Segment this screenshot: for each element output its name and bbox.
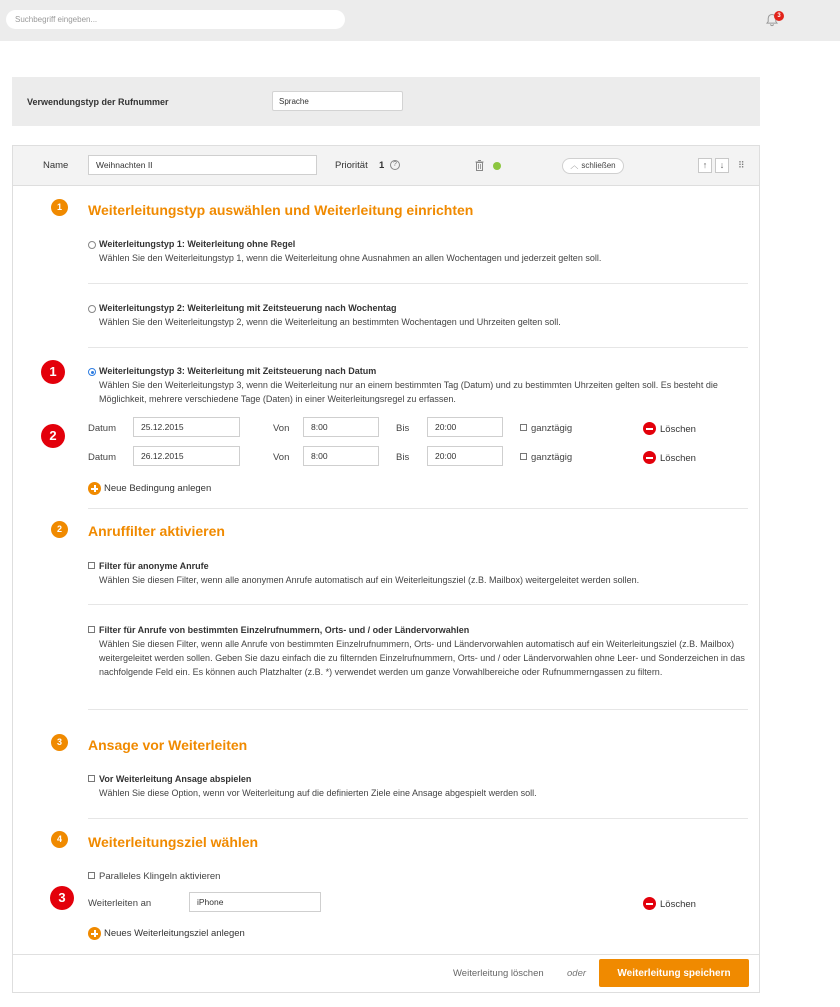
divider xyxy=(88,283,748,284)
type-2-title: Weiterleitungstyp 2: Weiterleitung mit Zeitsteuerung nach Wochentag xyxy=(99,303,397,313)
type-3-description: Wählen Sie den Weiterleitungstyp 3, wenn die Weiterleitung nur an einem bestimmten Tag (Datum) und zu bestimmten Uhrzeiten gelten soll. Es besteht die Möglichkeit, mehrere verschiedene Tage (Daten) in einer Weiterleitungsregel zu erfassen. xyxy=(99,380,718,404)
allday-label: ganztägig xyxy=(531,423,573,434)
add-condition-button[interactable]: Neue Bedingung anlegen xyxy=(104,483,212,494)
number-filter-description: Wählen Sie diesen Filter, wenn alle Anrufe von bestimmten Einzelrufnummern, Orts- und Ländervorwahlen automatisch auf ein Weiterleitungsziel (z.B. Mailbox) weitergeleitet werden sollen. Geben Sie dazu einfach die zu filternden Einzelrufnummern, Orts- und / oder Ländervorwahlen ohne Leer- und Sonderzeichen in das nachfolgende Feld ein. Es können auch Platzhalter (z.B. *) verwendet werden um ganze Vorwahlbereiche oder Rufnummerngassen zu filtern. xyxy=(99,639,745,677)
date-field[interactable] xyxy=(133,417,240,437)
divider xyxy=(88,508,748,509)
usage-type-label: Verwendungstyp der Rufnummer xyxy=(27,97,169,107)
section-title-4: Weiterleitungsziel wählen xyxy=(88,834,259,850)
radio-type-2[interactable] xyxy=(88,305,96,313)
radio-type-1[interactable] xyxy=(88,241,96,249)
allday-label: ganztägig xyxy=(531,452,573,463)
annotation-marker-2: 2 xyxy=(41,424,65,448)
delete-forwarding-link[interactable]: Weiterleitung löschen xyxy=(453,968,544,979)
section-title-1: Weiterleitungstyp auswählen und Weiterleitung einrichten xyxy=(88,202,474,218)
section-title-2: Anruffilter aktivieren xyxy=(88,523,225,539)
announcement-title: Vor Weiterleitung Ansage abspielen xyxy=(99,774,252,784)
section-number-1: 1 xyxy=(51,199,68,216)
number-filter-checkbox[interactable] xyxy=(88,626,95,633)
delete-target-icon[interactable] xyxy=(643,897,656,910)
section-number-4: 4 xyxy=(51,831,68,848)
delete-target-label[interactable]: Löschen xyxy=(660,899,696,910)
section-number-2: 2 xyxy=(51,521,68,538)
close-rule-button[interactable] xyxy=(562,158,624,174)
from-label: Von xyxy=(273,423,290,434)
type-2-description: Wählen Sie den Weiterleitungstyp 2, wenn die Weiterleitung an bestimmten Wochentagen und Uhrzeiten gelten soll. xyxy=(99,317,561,327)
delete-condition-label[interactable]: Löschen xyxy=(660,453,696,464)
section-title-3: Ansage vor Weiterleiten xyxy=(88,737,248,753)
chevron-up-icon: ︿ xyxy=(570,161,579,170)
card-footer xyxy=(13,954,759,993)
help-icon[interactable]: ? xyxy=(390,160,400,170)
number-filter-title: Filter für Anrufe von bestimmten Einzelrufnummern, Orts- und / oder Ländervorwahlen xyxy=(99,625,470,635)
annotation-marker-1: 1 xyxy=(41,360,65,384)
top-bar xyxy=(0,0,840,41)
move-up-button[interactable]: ↑ xyxy=(698,158,712,173)
anonymous-filter-description: Wählen Sie diesen Filter, wenn alle anonymen Anrufe automatisch auf ein Weiterleitungsziel (z.B. Mailbox) weitergeleitet werden sollen. xyxy=(99,575,640,585)
anonymous-filter-title: Filter für anonyme Anrufe xyxy=(99,561,209,571)
or-label: oder xyxy=(567,968,587,979)
add-target-icon[interactable] xyxy=(88,927,101,940)
priority-value: 1 xyxy=(379,160,385,171)
annotation-marker-3: 3 xyxy=(50,886,74,910)
close-rule-label: schließen xyxy=(581,161,616,170)
allday-checkbox[interactable] xyxy=(520,424,527,431)
section-number-3: 3 xyxy=(51,734,68,751)
priority-label: Priorität xyxy=(335,160,368,171)
announcement-checkbox[interactable] xyxy=(88,775,95,782)
add-target-button[interactable]: Neues Weiterleitungsziel anlegen xyxy=(104,928,245,939)
from-time-field[interactable] xyxy=(303,446,379,466)
rule-name-field[interactable] xyxy=(88,155,317,175)
usage-type-field[interactable] xyxy=(272,91,403,111)
type-3-title: Weiterleitungstyp 3: Weiterleitung mit Zeitsteuerung nach Datum xyxy=(99,366,377,376)
to-time-field[interactable] xyxy=(427,417,503,437)
delete-condition-icon[interactable] xyxy=(643,451,656,464)
trash-icon[interactable] xyxy=(475,160,484,171)
anonymous-filter-checkbox[interactable] xyxy=(88,562,95,569)
delete-condition-icon[interactable] xyxy=(643,422,656,435)
usage-type-panel xyxy=(12,77,760,126)
drag-handle-icon[interactable]: ⠿ xyxy=(738,160,744,170)
status-indicator xyxy=(493,162,501,170)
type-1-title: Weiterleitungstyp 1: Weiterleitung ohne Regel xyxy=(99,239,296,249)
date-field[interactable] xyxy=(133,446,240,466)
radio-type-3[interactable] xyxy=(88,368,96,376)
notification-badge: 3 xyxy=(774,11,784,21)
forward-target-field[interactable] xyxy=(189,892,321,912)
delete-condition-label[interactable]: Löschen xyxy=(660,424,696,435)
divider xyxy=(88,604,748,605)
forwarding-rule-card xyxy=(12,145,760,993)
rule-header xyxy=(13,146,759,186)
to-label: Bis xyxy=(396,423,410,434)
to-label: Bis xyxy=(396,452,410,463)
to-time-field[interactable] xyxy=(427,446,503,466)
divider xyxy=(88,347,748,348)
announcement-description: Wählen Sie diese Option, wenn vor Weiterleitung auf die definierten Ziele eine Ansage abgespielt werden soll. xyxy=(99,788,537,798)
date-label: Datum xyxy=(88,452,116,463)
date-label: Datum xyxy=(88,423,116,434)
from-label: Von xyxy=(273,452,290,463)
parallel-ringing-checkbox[interactable] xyxy=(88,872,95,879)
parallel-ringing-label: Paralleles Klingeln aktivieren xyxy=(99,871,221,882)
divider xyxy=(88,709,748,710)
name-label: Name xyxy=(43,160,69,171)
forward-to-label: Weiterleiten an xyxy=(88,898,152,909)
allday-checkbox[interactable] xyxy=(520,453,527,460)
move-down-button[interactable]: ↓ xyxy=(715,158,729,173)
type-1-description: Wählen Sie den Weiterleitungstyp 1, wenn die Weiterleitung ohne Ausnahmen an allen Wochentagen und jederzeit gelten soll. xyxy=(99,253,602,263)
divider xyxy=(88,818,748,819)
from-time-field[interactable] xyxy=(303,417,379,437)
search-input[interactable] xyxy=(6,10,345,29)
add-condition-icon[interactable] xyxy=(88,482,101,495)
save-forwarding-button[interactable]: Weiterleitung speichern xyxy=(599,959,749,987)
